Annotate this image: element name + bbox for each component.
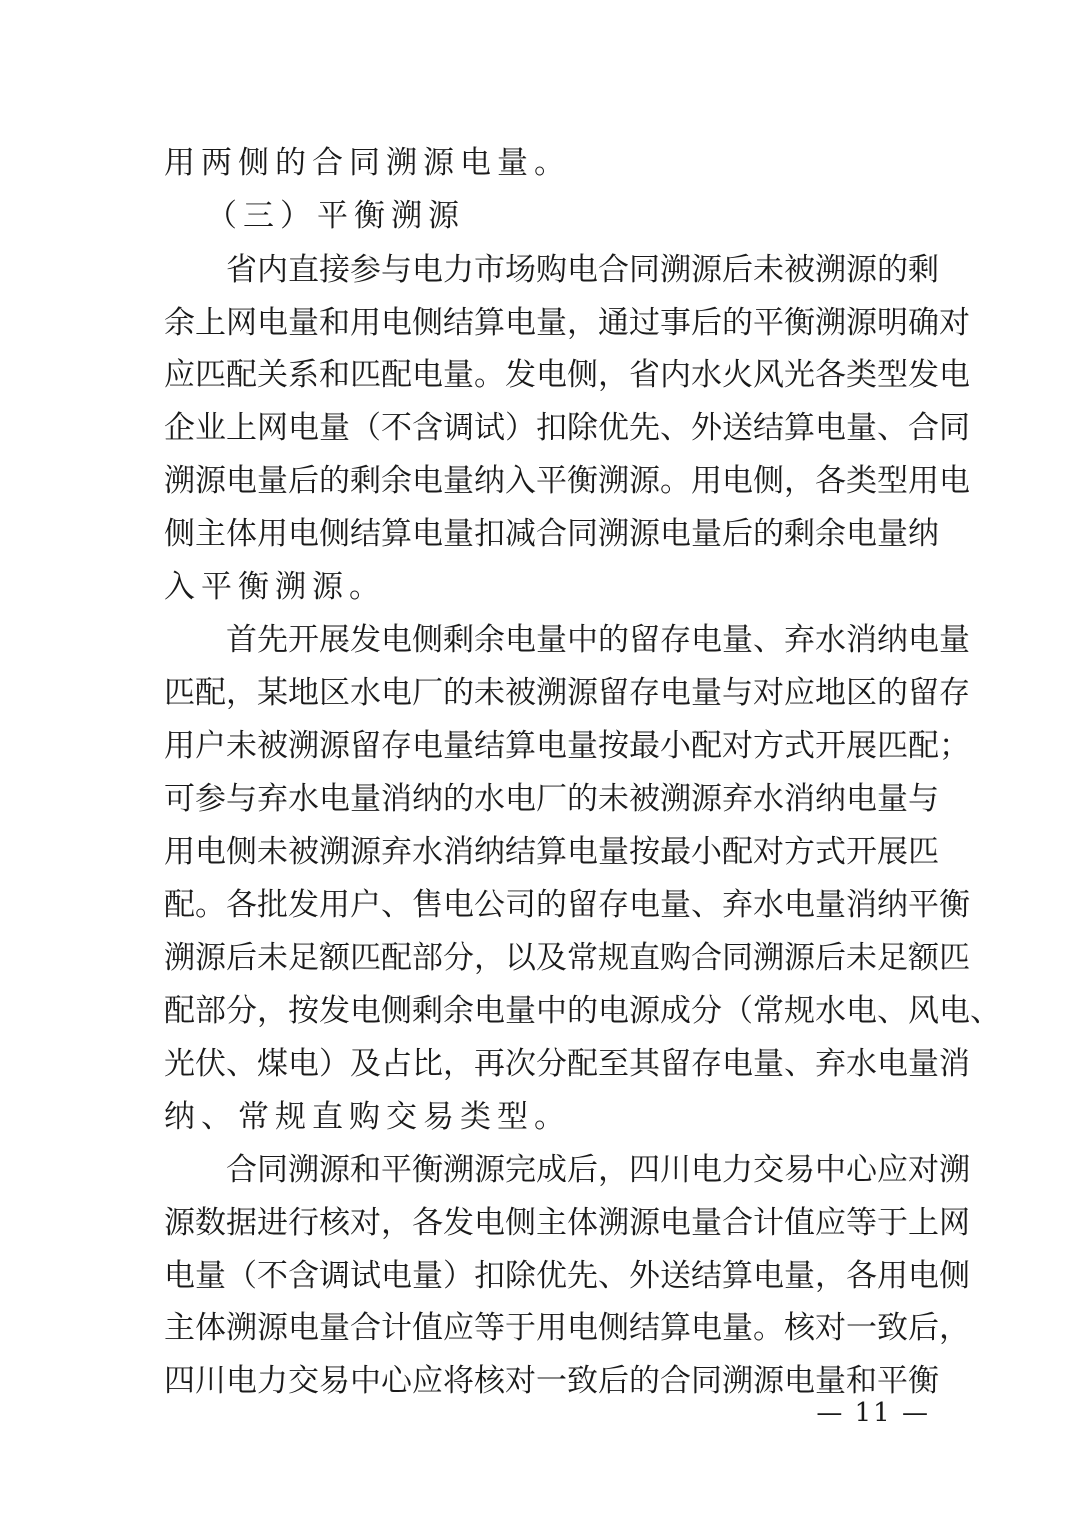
text-line: 合同溯源和平衡溯源完成后，四川电力交易中心应对溯 (226, 1152, 970, 1188)
text-line: 企业上网电量（不含调试）扣除优先、外送结算电量、合同 (164, 410, 970, 446)
text-line: 余上网电量和用电侧结算电量，通过事后的平衡溯源明确对 (164, 305, 970, 341)
text-line: 四川电力交易中心应将核对一致后的合同溯源电量和平衡 (164, 1363, 939, 1399)
text-line: 主体溯源电量合计值应等于用电侧结算电量。核对一致后， (164, 1310, 970, 1346)
text-line: 可参与弃水电量消纳的水电厂的未被溯源弃水消纳电量与 (164, 781, 939, 817)
text-line: 溯源后未足额匹配部分，以及常规直购合同溯源后未足额匹 (164, 940, 970, 976)
text-line: 电量（不含调试电量）扣除优先、外送结算电量，各用电侧 (164, 1258, 970, 1294)
text-line: 光伏、煤电）及占比，再次分配至其留存电量、弃水电量消 (164, 1046, 970, 1082)
text-line: 纳、常规直购交易类型。 (164, 1099, 571, 1135)
text-line: 源数据进行核对，各发电侧主体溯源电量合计值应等于上网 (164, 1205, 970, 1241)
page-number: — 11 — (816, 1398, 930, 1428)
text-line: 匹配，某地区水电厂的未被溯源留存电量与对应地区的留存 (164, 675, 970, 711)
text-line: 入平衡溯源。 (164, 569, 386, 605)
text-line: 用电侧未被溯源弃水消纳结算电量按最小配对方式开展匹 (164, 834, 939, 870)
text-line: 省内直接参与电力市场购电合同溯源后未被溯源的剩 (226, 252, 939, 288)
text-line: 应匹配关系和匹配电量。发电侧，省内水火风光各类型发电 (164, 357, 970, 393)
text-line: 用两侧的合同溯源电量。 (164, 145, 571, 181)
text-line: 溯源电量后的剩余电量纳入平衡溯源。用电侧，各类型用电 (164, 463, 970, 499)
section-heading: （三）平衡溯源 (206, 198, 465, 234)
text-line: 首先开展发电侧剩余电量中的留存电量、弃水消纳电量 (226, 622, 970, 658)
text-line: 用户未被溯源留存电量结算电量按最小配对方式开展匹配； (164, 728, 970, 764)
text-line: 配。各批发用户、售电公司的留存电量、弃水电量消纳平衡 (164, 887, 970, 923)
text-line: 侧主体用电侧结算电量扣减合同溯源电量后的剩余电量纳 (164, 516, 939, 552)
text-line: 配部分，按发电侧剩余电量中的电源成分（常规水电、风电、 (164, 993, 1001, 1029)
